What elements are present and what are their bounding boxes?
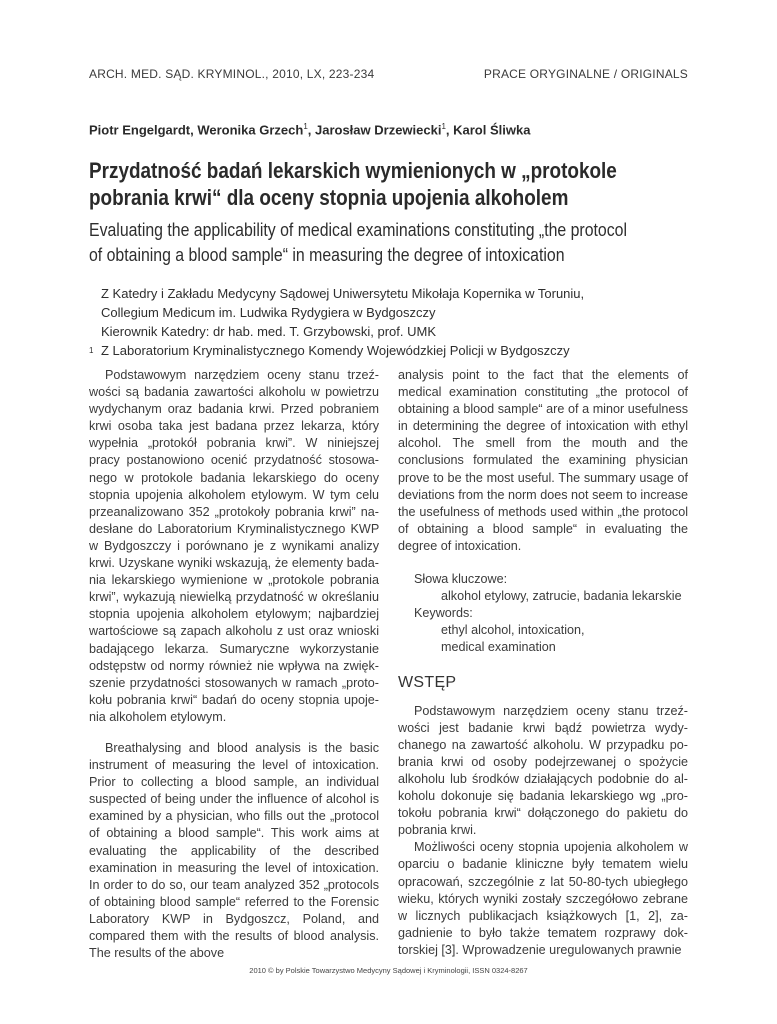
keywords-label-en: Keywords: bbox=[414, 606, 473, 621]
author-names-2: , Jarosław Drzewiecki bbox=[307, 122, 442, 138]
intro-paragraph-1: Podstawowym narzędziem oceny stanu trzeź- wości jest badanie krwi bądź powietrza wydy- chanego na zawartość alkoholu. W przypadku po- brania krwi od osoby podejrzewanej o spożycie alkoholu lub środków działających podobnie do al- koholu dokonuje się badania lekarskiego wg „pro- tokołu pobrania krwi“ dołączonego do pakietu do pobrania krwi. bbox=[398, 703, 688, 838]
right-column bbox=[398, 367, 688, 959]
abstract-english: Breathalysing and blood analysis is the basic instrument of measuring the level of intoxication. Prior to collecting a blood sample, an individual suspected of being under the influence of alcohol is examined by a physician, who fills out the „protocol of obtaining a blood sample“. This work aims at evaluating the applicability of the described examination in measuring the level of intoxication. In order to do so, our team analyzed 352 „protocols of obtaining blood sample“ referred to the Forensic Laboratory KWP in Bydgoszcz, Poland, and compared them with the results of blood analysis. The results of the above bbox=[89, 740, 380, 961]
affiliation-mark: 1 bbox=[441, 122, 446, 131]
affiliation-text: Z Laboratorium Kryminalistycznego Komendy Wojewódzkiej Policji w Bydgoszczy bbox=[101, 343, 570, 358]
copyright-footer: 2010 © by Polskie Towarzystwo Medycyny Sądowej i Kryminologii, ISSN 0324-8267 bbox=[249, 966, 528, 975]
intro-paragraph-2: Możliwości oceny stopnia upojenia alkoholem w oparciu o badanie kliniczne były tematem wielu opracowań, szczególnie z lat 50-80-tych ubiegłego wieku, których wyniki zostały szczegółowo zebrane w licznych publikacjach książkowych [1, 2], za- gadnienie to było także tematem rozprawy dok- torskiej [3]. Wprowadzenie uregulowanych prawnie bbox=[398, 840, 688, 957]
author-list bbox=[89, 122, 530, 137]
author-names-3: , Karol Śliwka bbox=[445, 122, 531, 138]
abstract-polish: Podstawowym narzędziem oceny stanu trzeź- wości są badania zawartości alkoholu w powietrzu wydychanym oraz badania krwi. Przed pobraniem krwi osoba taka jest badana przez lekarza, który wypełnia „protokół pobrania krwi”. W niniejszej pracy postanowiono ocenić przydatność stosowa- nego w protokole badania lekarskiego do oceny stopnia upojenia alkoholem etylowym. W tym celu przeanalizowano 352 „protokoły pobrania krwi” na- desłane do Laboratorium Kryminalistycznego KWP w Bydgoszczy i porównano je z wynikami analizy krwi. Uzyskane wyniki wskazują, że elementy bada- nia lekarskiego wymienione w „protokole pobrania krwi”, wykazują niewielką przydatność w określaniu stopnia upojenia alkoholem etylowym; najbardziej wartościowe są zapach alkoholu z ust oraz wnioski badającego lekarza. Sumaryczne wykorzystanie odstępstw od normy również nie wpływa na zwięk- szenie przydatności stosowanych w ramach „proto- kołu pobrania krwi“ badań do oceny stopnia upoje- nia alkoholem etylowym. bbox=[89, 368, 379, 724]
title-polish bbox=[89, 157, 682, 211]
author-names-1: Piotr Engelgardt, Weronika Grzech bbox=[89, 122, 304, 138]
affiliation-line: Collegium Medicum im. Ludwika Rydygiera w Bydgoszczy bbox=[101, 305, 436, 320]
keywords-label-pl: Słowa kluczowe: bbox=[414, 572, 508, 587]
title-line: Przydatność badań lekarskich wymienionych w „protokole bbox=[89, 158, 617, 183]
affiliation-mark: 1 bbox=[89, 346, 94, 355]
title-line: of obtaining a blood sample“ in measuring the degree of intoxication bbox=[89, 245, 565, 265]
title-line: pobrania krwi“ dla oceny stopnia upojenia alkoholem bbox=[89, 185, 569, 210]
article-type: PRACE ORYGINALNE / ORIGINALS bbox=[483, 67, 688, 81]
keywords-block bbox=[398, 571, 688, 656]
keywords-value-en: ethyl alcohol, intoxication, bbox=[441, 623, 585, 638]
title-english bbox=[89, 218, 652, 268]
paragraph-gap bbox=[89, 726, 379, 740]
section-heading: WSTĘP bbox=[398, 673, 457, 691]
affiliation-line: Z Katedry i Zakładu Medycyny Sądowej Uniwersytetu Mikołaja Kopernika w Toruniu, bbox=[101, 286, 585, 301]
affiliations bbox=[89, 284, 689, 360]
keywords-value-en: medical examination bbox=[441, 640, 556, 655]
affiliation-mark: 1 bbox=[303, 122, 308, 131]
keywords-value-pl: alkohol etylowy, zatrucie, badania lekarskie bbox=[441, 589, 682, 604]
affiliation-line: Kierownik Katedry: dr hab. med. T. Grzybowski, prof. UMK bbox=[101, 324, 436, 339]
abstract-english-continued: analysis point to the fact that the elements of medical examination constituting „the protocol of obtaining a blood sample“ are of a minor usefulness in determining the degree of intoxication with ethyl alcohol. The smell from the mouth and the conclusions formulated the examining physician prove to be the most useful. The summary usage of deviations from the norm does not seem to increase the usefulness of methods used within „the protocol of obtaining a blood sample“ in evaluating the degree of intoxication. bbox=[398, 368, 689, 553]
left-column bbox=[89, 367, 379, 962]
title-line: Evaluating the applicability of medical examinations constituting „the protocol bbox=[89, 220, 627, 240]
journal-citation: ARCH. MED. SĄD. KRYMINOL., 2010, LX, 223-234 bbox=[89, 67, 375, 81]
affiliation-line bbox=[89, 341, 689, 360]
